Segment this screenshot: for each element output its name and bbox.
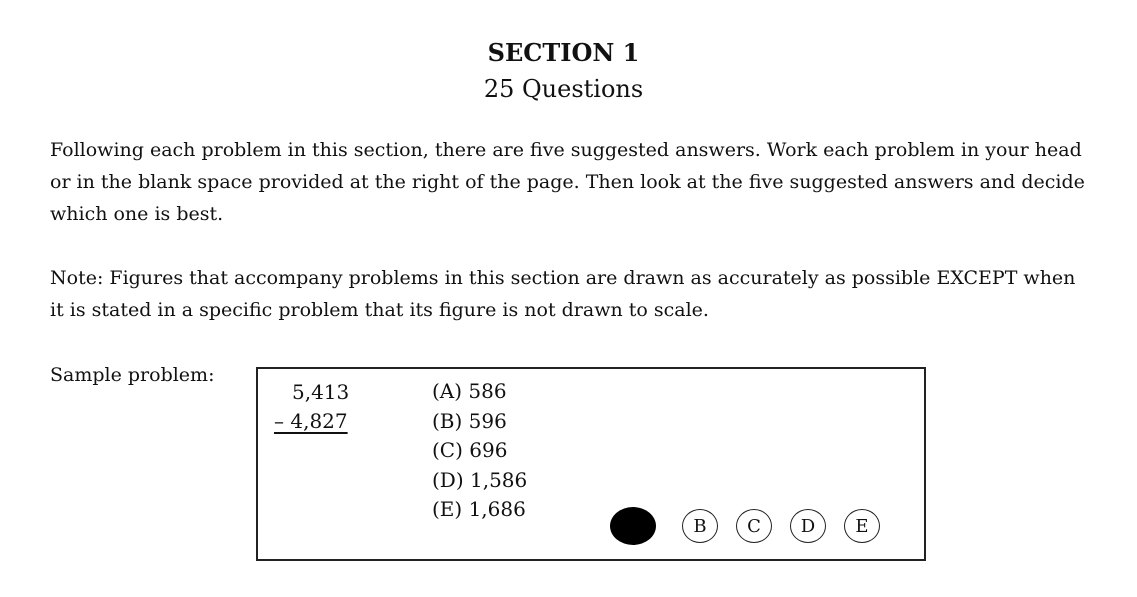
figures-note-paragraph: Note: Figures that accompany problems in this section are drawn as accurately as possible EXCEPT when it is stated in a specific problem that its figure is not drawn to scale. [50, 267, 1076, 321]
answer-bubble-b[interactable]: B [682, 509, 718, 543]
answer-choices [432, 377, 527, 525]
instructions-paragraph: Following each problem in this section, there are five suggested answers. Work each problem in your head or in the blank space provided at the right of the page. Then look at the five suggested answers and decide which one is best. [50, 139, 1085, 225]
answer-choice-a: (A) 586 [432, 379, 507, 403]
answer-bubbles [610, 507, 898, 545]
sample-problem-label: Sample problem: [50, 364, 215, 386]
answer-bubble-a-filled[interactable] [610, 507, 656, 545]
answer-choice-c: (C) 696 [432, 438, 508, 462]
sample-problem-box [256, 367, 926, 561]
answer-bubble-c[interactable]: C [736, 509, 772, 543]
question-count: 25 Questions [483, 75, 644, 103]
answer-bubble-d[interactable]: D [790, 509, 826, 543]
answer-choice-d: (D) 1,586 [432, 467, 528, 492]
answer-choice-b: (B) 596 [432, 408, 507, 433]
answer-choice-e: (E) 1,686 [432, 497, 526, 521]
section-title: SECTION 1 [487, 38, 640, 67]
subtrahend: – 4,827 [274, 409, 348, 433]
minuend: 5,413 [292, 380, 350, 404]
answer-bubble-e[interactable]: E [844, 509, 880, 543]
